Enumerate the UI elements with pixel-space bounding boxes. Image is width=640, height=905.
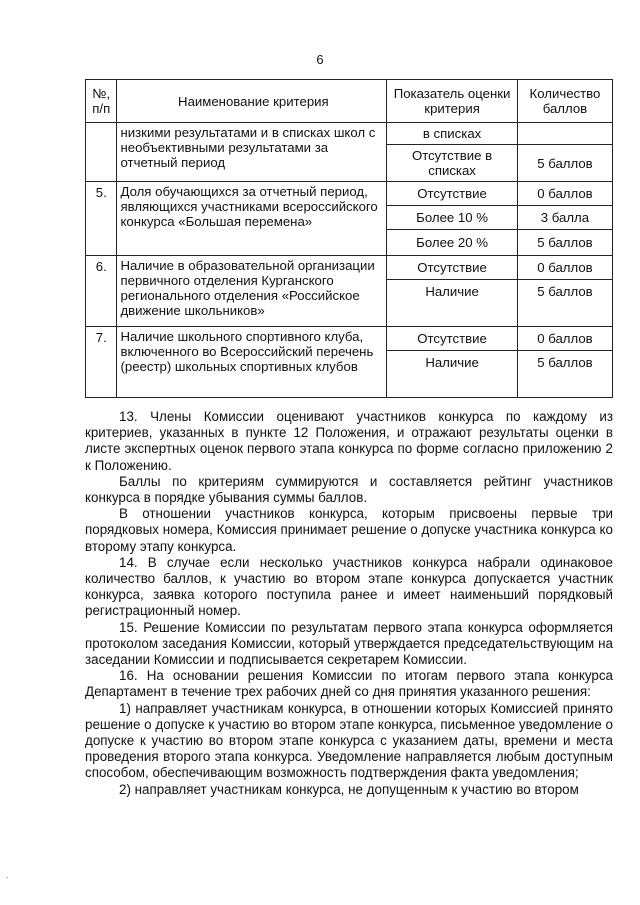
paragraph-13: 13. Члены Комиссии оценивают участников конкурса по каждому из критериев, указанных в пункте 12 Положения, и отражают результаты оценки в листе экспертных оценок первого этапа конкурса по форме согласно приложению 2 к Положению. <box>85 409 613 473</box>
row-num: 5. <box>86 182 117 256</box>
row-criterion-name: Доля обучающихся за отчетный период, являющихся участниками всероссийского конкурса «Большая перемена» <box>117 182 387 256</box>
header-num: №, п/п <box>86 80 117 123</box>
row-criterion-name: Наличие школьного спортивного клуба, включенного во Всероссийский перечень (реестр) школьных спортивных клубов <box>117 327 387 398</box>
paragraph-16-item-2: 2) направляет участникам конкурса, не допущенным к участию во втором <box>119 781 579 797</box>
row-points <box>517 123 612 145</box>
row-criterion-name: низкими результатами и в списках школ с необъективными результатами за отчетный период <box>117 123 387 182</box>
row-points: 0 баллов <box>517 327 612 351</box>
row-indicator: Наличие <box>387 351 518 398</box>
row-indicator: Наличие <box>387 280 518 327</box>
row-criterion-name: Наличие в образовательной организации первичного отделения Курганского регионального отделения «Российское движение школьников» <box>117 256 387 327</box>
row-indicator: Отсутствие в списках <box>387 145 518 182</box>
table-row <box>86 182 613 206</box>
row-points: 0 баллов <box>517 256 612 280</box>
row-indicator: Отсутствие <box>387 256 518 280</box>
header-points: Количество баллов <box>517 80 612 123</box>
margin-mark: . <box>6 870 9 880</box>
table-row <box>86 327 613 351</box>
document-body <box>85 409 613 798</box>
row-indicator: Более 10 % <box>387 206 518 230</box>
paragraph-13-scoring: Баллы по критериям суммируются и составляется рейтинг участников конкурса в порядке убывания суммы баллов. <box>85 473 613 506</box>
row-points: 5 баллов <box>517 351 612 398</box>
row-num <box>86 123 117 182</box>
paragraph-14: 14. В случае если несколько участников конкурса набрали одинаковое количество баллов, к участию во втором этапе конкурса допускается участник конкурса, заявка которого поступила ранее и имеет наименьший порядковый регистрационный номер. <box>85 554 613 619</box>
row-indicator: в списках <box>387 123 518 145</box>
page-number: 6 <box>316 52 324 67</box>
table-header-row <box>86 80 613 123</box>
paragraph-16-item-1: 1) направляет участникам конкурса, в отношении которых Комиссией принято решение о допуске к участию во втором этапе конкурса, письменное уведомление о допуске к участию во втором этапе конкурса с указанием даты, времени и места проведения второго этапа конкурса. Уведомление направляется любым доступным способом, обеспечивающим возможность подтверждения факта уведомления; <box>85 700 613 781</box>
row-indicator: Отсутствие <box>387 182 518 206</box>
row-indicator: Отсутствие <box>387 327 518 351</box>
row-points: 5 баллов <box>517 145 612 182</box>
header-indicator: Показатель оценки критерия <box>387 80 518 123</box>
row-points: 5 баллов <box>517 230 612 256</box>
row-num: 6. <box>86 256 117 327</box>
row-num: 7. <box>86 327 117 398</box>
paragraph-16: 16. На основании решения Комиссии по итогам первого этапа конкурса Департамент в течение трех рабочих дней со дня принятия указанного решения: <box>85 668 613 700</box>
paragraph-15: 15. Решение Комиссии по результатам первого этапа конкурса оформляется протоколом заседания Комиссии, который утверждается председательствующим на заседании Комиссии и подписывается секретарем Комиссии. <box>85 619 613 668</box>
table-row <box>86 256 613 280</box>
table-row <box>86 123 613 145</box>
row-points: 3 балла <box>517 206 612 230</box>
row-points: 0 баллов <box>517 182 612 206</box>
paragraph-13-admission: В отношении участников конкурса, которым присвоены первые три порядковых номера, Комиссия принимает решение о допуске участника конкурса ко второму этапу конкурса. <box>85 506 613 554</box>
criteria-table <box>85 79 613 398</box>
row-points: 5 баллов <box>517 280 612 327</box>
header-name: Наименование критерия <box>117 80 387 123</box>
row-indicator: Более 20 % <box>387 230 518 256</box>
